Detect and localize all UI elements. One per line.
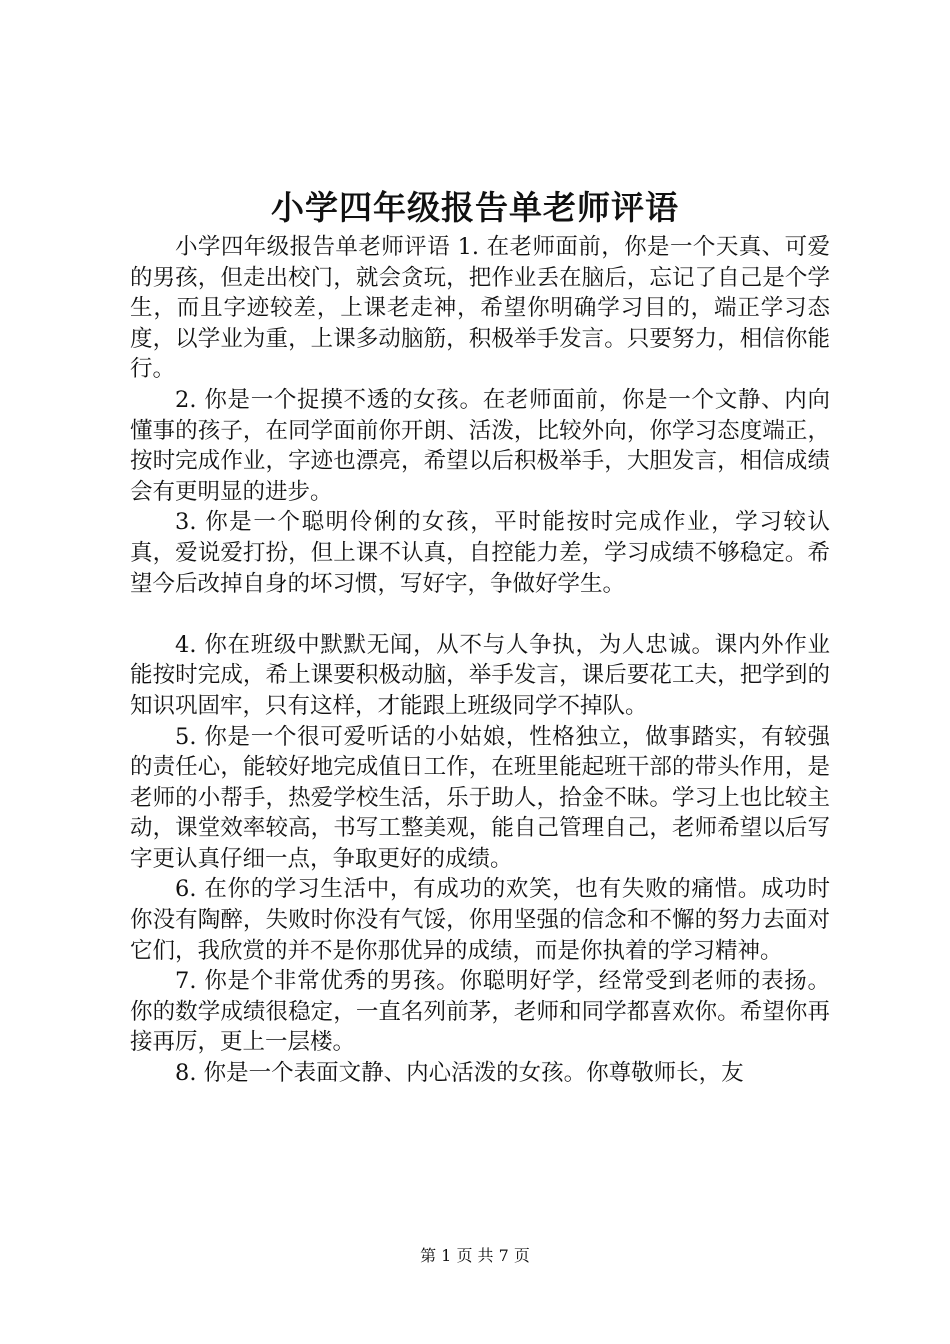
document-body xyxy=(130,232,830,1089)
paragraph-6: 6. 在你的学习生活中，有成功的欢笑，也有失败的痛惜。成功时你没有陶醉，失败时你没有气馁，你用坚强的信念和不懈的努力去面对它们，我欣赏的并不是你那优异的成绩，而是你执着的学习精神。 xyxy=(130,876,830,964)
paragraph-8: 8. 你是一个表面文静、内心活泼的女孩。你尊敬师长，友 xyxy=(175,1060,744,1087)
document-title: 小学四年级报告单老师评语 xyxy=(271,188,679,227)
paragraph-4: 4. 你在班级中默默无闻，从不与人争执，为人忠诚。课内外作业能按时完成，希上课要积极动脑，举手发言，课后要花工夫，把学到的知识巩固牢，只有这样，才能跟上班级同学不掉队。 xyxy=(130,631,830,719)
paragraph-2: 2. 你是一个捉摸不透的女孩。在老师面前，你是一个文静、内向懂事的孩子，在同学面前你开朗、活泼，比较外向，你学习态度端正，按时完成作业，字迹也漂亮，希望以后积极举手，大胆发言，相信成绩会有更明显的进步。 xyxy=(130,386,830,505)
paragraph-3: 3. 你是一个聪明伶俐的女孩，平时能按时完成作业，学习较认真，爱说爱打扮，但上课不认真，自控能力差，学习成绩不够稳定。希望今后改掉自身的坏习惯，写好字，争做好学生。 xyxy=(130,509,830,597)
paragraph-5: 5. 你是一个很可爱听话的小姑娘，性格独立，做事踏实，有较强的责任心，能较好地完成值日工作，在班里能起班干部的带头作用，是老师的小帮手，热爱学校生活，乐于助人，拾金不昧。学习上也比较主动，课堂效率较高，书写工整美观，能自己管理自己，老师希望以后写字更认真仔细一点，争取更好的成绩。 xyxy=(130,723,830,872)
paragraph-1: 小学四年级报告单老师评语 1. 在老师面前，你是一个天真、可爱的男孩，但走出校门，就会贪玩，把作业丢在脑后，忘记了自己是个学生，而且字迹较差，上课老走神，希望你明确学习目的，端正学习态度，以学业为重，上课多动脑筋，积极举手发言。只要努力，相信你能行。 xyxy=(130,234,830,383)
page-number-footer: 第 1 页 共 7 页 xyxy=(420,1246,530,1265)
paragraph-7: 7. 你是个非常优秀的男孩。你聪明好学，经常受到老师的表扬。你的数学成绩很稳定，一直名列前茅，老师和同学都喜欢你。希望你再接再厉，更上一层楼。 xyxy=(130,968,830,1056)
